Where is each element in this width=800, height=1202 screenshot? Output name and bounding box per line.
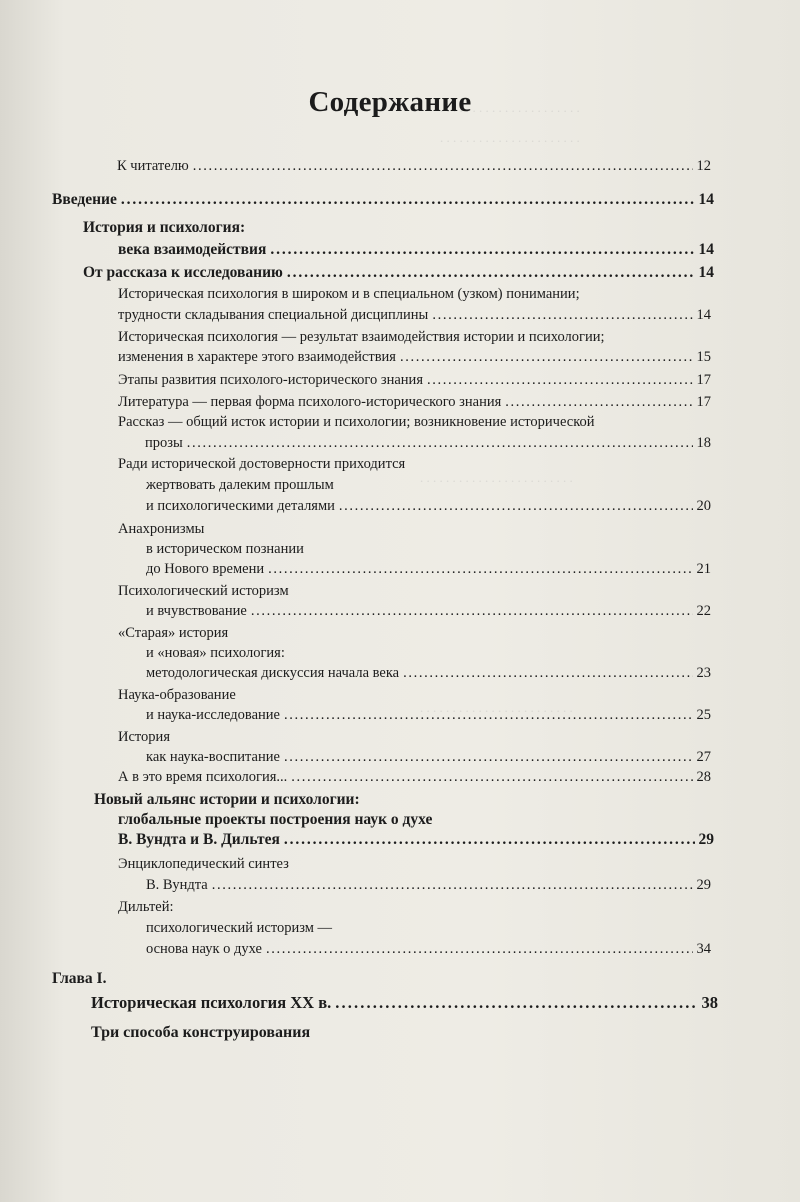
entry-title: Этапы развития психолого-исторического знания	[118, 372, 423, 388]
dot-leader	[505, 394, 692, 411]
page-number: 15	[696, 349, 711, 365]
dot-leader	[284, 831, 695, 849]
toc-entry	[145, 435, 711, 452]
toc-entry	[146, 941, 711, 958]
entry-title-line: Дильтей:	[118, 899, 174, 915]
page-number: 27	[696, 749, 711, 765]
page-number: 14	[698, 264, 714, 281]
page-number: 28	[696, 769, 711, 785]
entry-title-line: Новый альянс истории и психологии:	[94, 791, 360, 808]
page-number: 34	[696, 941, 711, 957]
toc-entry	[118, 307, 711, 324]
toc-entry	[146, 707, 711, 724]
toc-entry	[118, 372, 711, 389]
dot-leader	[284, 707, 693, 724]
entry-title: и вчувствование	[146, 603, 247, 619]
entry-title: А в это время психология...	[118, 769, 288, 785]
toc-entry	[118, 769, 711, 786]
entry-title-line: психологический историзм —	[146, 920, 333, 936]
toc-entry	[146, 561, 711, 578]
entry-title-line: Рассказ — общий исток истории и психологии; возникновение исторической	[118, 414, 595, 430]
entry-title-line: Энциклопедический синтез	[118, 856, 289, 872]
toc-entry	[117, 158, 711, 175]
entry-title: трудности складывания специальной дисциплины	[118, 307, 429, 323]
entry-title-line: жертвовать далеким прошлым	[146, 477, 334, 493]
dot-leader	[335, 993, 697, 1013]
page-number: 38	[701, 993, 718, 1012]
book-page: . . . . . . . . . . . . . . . . . . . . . . . . . . . . . . . . . . . . . . . . . . . . . . . . . . . . . . . . . . . . . . . . . . . . . . . . . . . . . . . . . . . . . . . . . . . . Содержание К читателю . . . 12 Введение . . . 14 История и психология: века взаимодействия . . . 14 От рассказа к исследованию . . . 14 Историческая психология в широком и в специальном (узком) понимании; трудности складывания специальной дисциплины . . . 14 Историческая психология — результат взаимодействия истории и психологии; изменения в характере этого взаимодействия . . . 15 Этапы развития психолого-исторического знания . . . 17 Литература — первая форма психолого-исторического знания . . . 17 Рассказ — общий исток истории и психологии; возникновение исторической прозы . . . 18 Ради исторической достоверности приходится жертвовать далеким прошлым и психологическими деталями . . . 20 Анахронизмы в историческом познании до Нового времени . . . 21 Психологический историзм и вчувствование . . . 22 «Старая» история и «новая» психология: методологическая дискуссия начала века . . . 23 Наука-образование и наука-исследование . . . 25 История как наука-воспитание . . . 27 А в это время психология... . . . 28 Новый альянс истории и психологии: глобальные проекты построения наук о духе В. Вундта и В. Дильтея . . . 29 Энциклопедический синтез В. Вундта . . . 29 Дильтей: психологический историзм — основа наук о духе . . . 34 Глава I. Историческая психология XX в. . . . 38 Три способа конструирования	[0, 0, 800, 1202]
toc-entry	[118, 349, 711, 366]
toc-entry	[146, 749, 711, 766]
page-number: 21	[696, 561, 711, 577]
page-number: 25	[696, 707, 711, 723]
entry-title: Введение	[52, 191, 117, 208]
entry-title: основа наук о духе	[146, 941, 262, 957]
page-number: 20	[696, 498, 711, 514]
entry-title-line: Наука-образование	[118, 687, 236, 703]
toc-entry	[118, 241, 714, 259]
page-number: 14	[698, 241, 714, 258]
entry-title-line: Историческая психология — результат взаимодействия истории и психологии;	[118, 329, 605, 345]
page-number: 29	[696, 877, 711, 893]
dot-leader	[427, 372, 693, 389]
entry-title-line: История	[118, 729, 170, 745]
dot-leader	[270, 241, 694, 259]
entry-title-line: Ради исторической достоверности приходится	[118, 456, 406, 472]
entry-title: прозы	[145, 435, 183, 451]
entry-title-line: «Старая» история	[118, 625, 229, 641]
toc-entry	[146, 877, 711, 894]
dot-leader	[284, 749, 693, 766]
dot-leader	[432, 307, 692, 324]
entry-title: В. Вундта	[146, 877, 208, 893]
page-number: 12	[696, 158, 711, 174]
chapter-label: Глава I.	[52, 970, 107, 987]
entry-title-line: Анахронизмы	[118, 521, 205, 537]
toc-title: Содержание	[308, 86, 472, 118]
entry-title: изменения в характере этого взаимодействия	[118, 349, 396, 365]
page-number: 17	[696, 394, 711, 410]
toc-entry	[146, 665, 711, 682]
dot-leader	[193, 158, 693, 175]
dot-leader	[212, 877, 693, 894]
toc-entry	[146, 603, 711, 620]
toc-entry	[83, 264, 714, 282]
page-number: 14	[696, 307, 711, 323]
toc-entry	[118, 394, 711, 411]
page-number: 17	[696, 372, 711, 388]
toc-entry	[146, 498, 711, 515]
dot-leader	[403, 665, 692, 682]
page-number: 18	[696, 435, 711, 451]
entry-title: методологическая дискуссия начала века	[146, 665, 400, 681]
entry-title: К читателю	[117, 158, 189, 174]
toc-entry	[52, 191, 714, 209]
dot-leader	[121, 191, 695, 209]
entry-title: и психологическими деталями	[146, 498, 335, 514]
dot-leader	[339, 498, 693, 515]
entry-title-line: Три способа конструирования	[91, 1024, 311, 1041]
dot-leader	[266, 941, 693, 958]
dot-leader	[291, 769, 692, 786]
entry-title: Литература — первая форма психолого-исторического знания	[118, 394, 502, 410]
entry-title-line: в историческом познании	[146, 541, 304, 557]
page-number: 29	[698, 831, 714, 848]
dot-leader	[400, 349, 693, 366]
dot-leader	[251, 603, 693, 620]
entry-title-line: глобальные проекты построения наук о духе	[118, 811, 433, 828]
entry-title: до Нового времени	[146, 561, 265, 577]
dot-leader	[268, 561, 692, 578]
entry-title-line: и «новая» психология:	[146, 645, 285, 661]
page-number: 22	[696, 603, 711, 619]
toc-entry	[118, 831, 714, 849]
page-number: 14	[698, 191, 714, 208]
entry-title: Историческая психология XX в.	[91, 993, 332, 1012]
entry-title-line: История и психология:	[83, 219, 246, 236]
entry-title: В. Вундта и В. Дильтея	[118, 831, 280, 848]
entry-title-line: Психологический историзм	[118, 583, 289, 599]
entry-title: как наука-воспитание	[146, 749, 280, 765]
toc-entry	[91, 993, 718, 1013]
entry-title: и наука-исследование	[146, 707, 280, 723]
dot-leader	[187, 435, 693, 452]
dot-leader	[287, 264, 695, 282]
page-number: 23	[696, 665, 711, 681]
entry-title: От рассказа к исследованию	[83, 264, 283, 281]
entry-title: века взаимодействия	[118, 241, 267, 258]
entry-title-line: Историческая психология в широком и в специальном (узком) понимании;	[118, 286, 580, 302]
